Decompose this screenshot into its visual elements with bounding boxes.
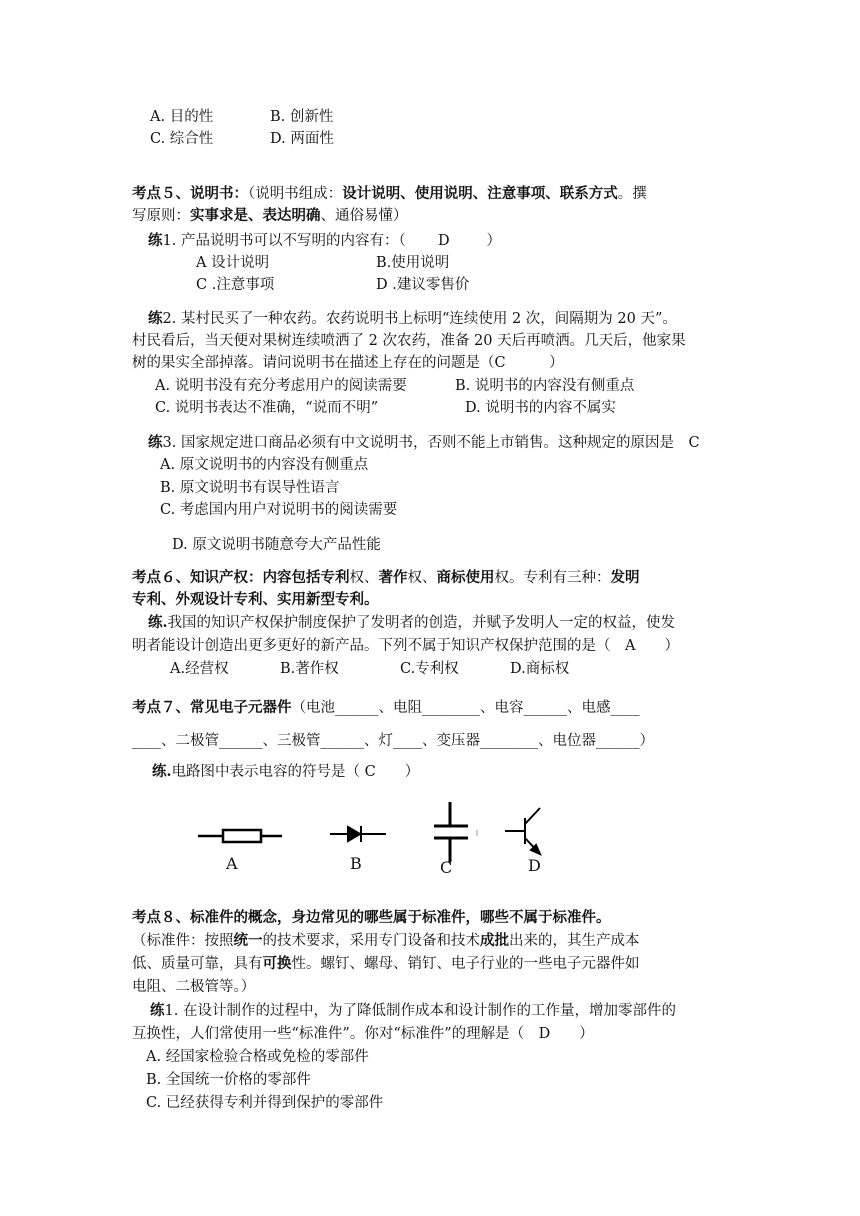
practice-1-option-a: A 设计说明 <box>196 255 270 271</box>
section7-line2: ____、二极管______、三极管______、灯____、变压器________、电位器______） <box>132 733 654 749</box>
section5-heading: 考点５、说明书：（说明书组成：设计说明、使用说明、注意事项、联系方式。撰 <box>132 185 647 202</box>
practice-8-option-b: B. 全国统一价格的零部件 <box>146 1072 311 1088</box>
capacitor-symbol <box>434 802 477 862</box>
section6-heading: 考点６、知识产权：内容包括专利权、著作权、商标使用权。专利有三种：发明 <box>132 569 640 586</box>
circuit-symbols-figure <box>180 790 580 880</box>
transistor-symbol <box>505 808 540 854</box>
practice-1-option-d: D .建议零售价 <box>376 277 470 293</box>
label-d: D <box>528 856 541 875</box>
practice-6-option-a: A.经营权 <box>170 661 229 677</box>
practice-3-option-d: D. 原文说明书随意夸大产品性能 <box>172 537 381 553</box>
label-c: C <box>440 858 453 877</box>
resistor-symbol <box>198 830 282 842</box>
diode-symbol <box>330 826 386 842</box>
section7-heading: 考点７、常见电子元器件（电池______、电阻________、电容______、电感____ <box>132 699 640 716</box>
practice-2-option-c: C. 说明书表达不准确，“说而不明” <box>155 400 379 416</box>
practice-1-option-b: B.使用说明 <box>376 255 450 271</box>
practice-6-option-d: D.商标权 <box>510 661 570 677</box>
practice-2-option-d: D. 说明书的内容不属实 <box>465 400 616 416</box>
practice-1-option-c: C .注意事项 <box>196 277 275 293</box>
section8-line2: 低、质量可靠，具有可换性。螺钉、螺母、销钉、电子行业的一些电子元器件如 <box>132 955 640 972</box>
option-c: C. 综合性 <box>150 131 214 147</box>
practice-6-line1: 练.我国的知识产权保护制度保护了发明者的创造，并赋予发明人一定的权益，使发 <box>148 614 676 631</box>
practice-2-line1: 练2. 某村民买了一种农药。农药说明书上标明“连续使用 2 次，间隔期为 20 天”。 <box>148 310 677 327</box>
practice-2-option-b: B. 说明书的内容没有侧重点 <box>455 378 635 394</box>
practice-6-option-b: B.著作权 <box>280 661 339 677</box>
practice-6-option-c: C.专利权 <box>400 661 459 677</box>
option-b: B. 创新性 <box>270 109 334 125</box>
practice-8-line1: 练1. 在设计制作的过程中，为了降低制作成本和设计制作的工作量，增加零部件的 <box>150 1002 676 1019</box>
practice-3-option-c: C. 考虑国内用户对说明书的阅读需要 <box>160 502 398 518</box>
section5-principle: 写原则：实事求是、表达明确、通俗易懂） <box>132 207 408 224</box>
practice-6-line2: 明者能设计创造出更多更好的新产品。下列不属于知识产权保护范围的是（ A ） <box>132 638 679 654</box>
practice-3-option-b: B. 原文说明书有误导性语言 <box>160 480 340 496</box>
circuit-symbols-svg <box>180 790 580 880</box>
practice-3-line1: 练3. 国家规定进口商品必须有中文说明书，否则不能上市销售。这种规定的原因是 C <box>148 434 700 451</box>
label-b: B <box>350 854 362 873</box>
practice-2-line3: 树的果实全部掉落。请问说明书在描述上存在的问题是（C ） <box>132 355 564 371</box>
practice-8-line2: 互换性，人们常使用一些“标准件”。你对“标准件”的理解是（ D ） <box>132 1026 594 1042</box>
section8-heading: 考点８、标准件的概念，身边常见的哪些属于标准件，哪些不属于标准件。 <box>132 909 611 926</box>
option-d: D. 两面性 <box>270 131 334 147</box>
option-a: A. 目的性 <box>150 109 214 125</box>
section8-line3: 电阻、二极管等。） <box>132 979 256 995</box>
practice-3-option-a: A. 原文说明书的内容没有侧重点 <box>160 457 369 473</box>
practice-7-question: 练.电路图中表示电容的符号是（ C ） <box>152 763 420 780</box>
practice-1-question: 练1. 产品说明书可以不写明的内容有：（ D ） <box>148 232 501 249</box>
practice-2-option-a: A. 说明书没有充分考虑用户的阅读需要 <box>155 378 407 394</box>
practice-8-option-a: A. 经国家检验合格或免检的零部件 <box>146 1049 369 1065</box>
practice-8-option-c: C. 已经获得专利并得到保护的零部件 <box>146 1095 384 1111</box>
section6-line2: 专利、外观设计专利、实用新型专利。 <box>132 591 379 608</box>
section8-line1: （标准件：按照统一的技术要求，采用专门设备和技术成批出来的，其生产成本 <box>132 932 640 949</box>
practice-2-line2: 村民看后，当天便对果树连续喷洒了 2 次农药，准备 20 天后再喷洒。几天后，他家果 <box>132 333 686 349</box>
label-a: A <box>226 854 238 873</box>
